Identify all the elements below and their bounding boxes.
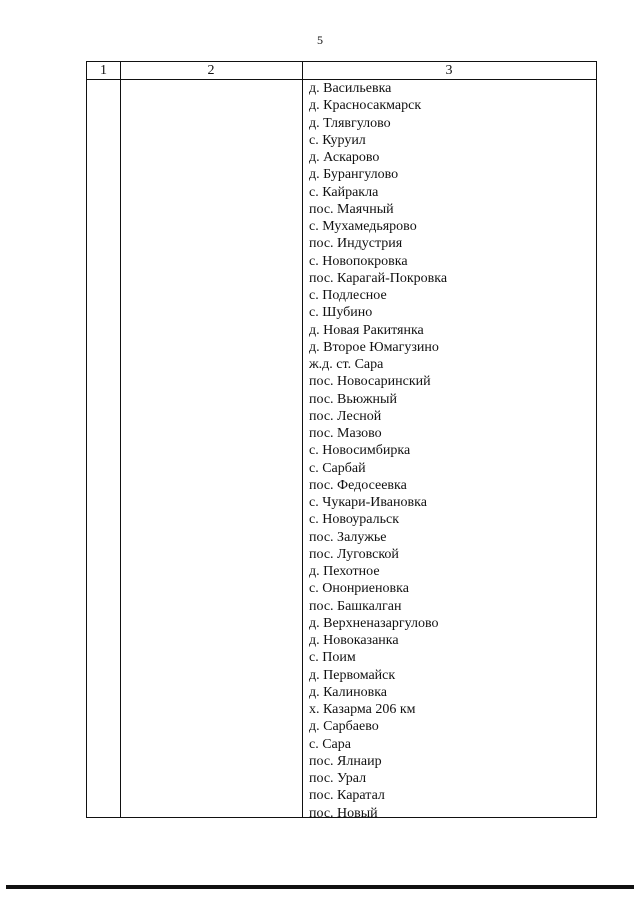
list-item: с. Подлесное — [309, 288, 387, 303]
list-item: д. Сарбаево — [309, 719, 379, 735]
list-item: д. Бурангулово — [309, 167, 399, 183]
list-item: с. Новоуральск — [309, 512, 400, 528]
list-item: д. Первомайск — [309, 667, 396, 683]
list-item: пос. Каратал — [309, 788, 385, 804]
list-item: пос. Лесной — [309, 408, 382, 424]
list-item: пос. Вьюжный — [309, 391, 397, 407]
list-item: с. Чукари-Ивановка — [309, 495, 427, 510]
list-item: с. Сара — [309, 736, 351, 752]
list-item: пос. Маячный — [309, 201, 394, 217]
settlement-list — [309, 80, 589, 822]
list-item: с. Мухамедьярово — [309, 219, 417, 234]
list-item: д. Верхненазаргулово — [309, 615, 439, 631]
list-item: с. Шубино — [309, 305, 373, 321]
list-item: пос. Новосаринский — [309, 374, 431, 390]
list-item: д. Калиновка — [309, 684, 387, 700]
list-item: д. Новая Ракитянка — [309, 322, 424, 338]
table-header-row — [87, 62, 596, 80]
column-header-2: 2 — [207, 63, 215, 78]
list-item: ж.д. ст. Сара — [309, 357, 384, 372]
list-item: с. Сарбай — [309, 460, 366, 476]
list-item: д. Красносакмарск — [309, 98, 422, 114]
list-item: с. Новопокровка — [309, 253, 408, 269]
list-item: пос. Новый — [309, 805, 378, 821]
list-item: д. Пехотное — [309, 564, 380, 579]
list-item: пос. Урал — [309, 771, 367, 786]
list-item: д. Васильевка — [309, 81, 392, 96]
list-item: с. Ононриеновка — [309, 581, 409, 597]
list-item: пос. Ялнаир — [309, 753, 382, 769]
list-item: х. Казарма 206 км — [309, 702, 416, 717]
settlements-table — [86, 61, 597, 821]
bottom-scan-border — [6, 885, 634, 889]
list-item: пос. Индустрия — [309, 236, 403, 252]
column-header-3: 3 — [445, 63, 453, 78]
list-item: д. Аскарово — [309, 150, 380, 165]
list-item: с. Новосимбирка — [309, 443, 411, 459]
list-item: с. Куруил — [309, 132, 366, 148]
list-item: д. Второе Юмагузино — [309, 339, 439, 355]
column-divider-1 — [120, 62, 121, 817]
list-item: пос. Мазово — [309, 426, 382, 441]
list-item: д. Тлявгулово — [309, 115, 391, 131]
list-item: пос. Башкалган — [309, 598, 402, 614]
list-item: с. Поим — [309, 650, 356, 666]
column-header-1: 1 — [100, 63, 107, 78]
list-item: пос. Луговской — [309, 546, 399, 562]
page-number: 5 — [317, 33, 323, 47]
list-item: пос. Карагай-Покровка — [309, 270, 448, 286]
list-item: д. Новоказанка — [309, 633, 399, 648]
list-item: пос. Федосеевка — [309, 477, 407, 493]
list-item: с. Кайракла — [309, 184, 379, 200]
list-item: пос. Залужье — [309, 529, 387, 545]
column-divider-2 — [302, 62, 303, 817]
